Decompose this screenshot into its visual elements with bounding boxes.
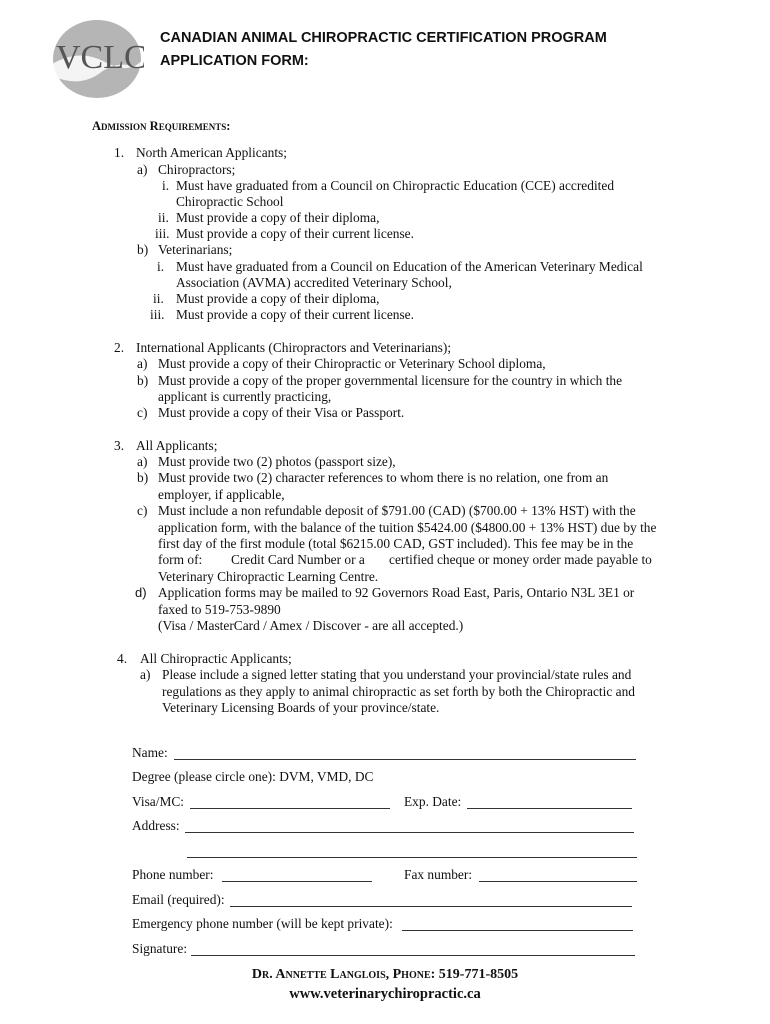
name-field[interactable] — [174, 759, 636, 760]
s4-a-line2: regulations as they apply to animal chiropractic as set forth by both the Chiropractic and — [162, 684, 635, 699]
phone-field[interactable] — [222, 881, 372, 882]
visa-label: Visa/MC: — [132, 794, 185, 809]
s2-c: Must provide a copy of their Visa or Passport. — [158, 405, 405, 420]
s4-a-line1: Please include a signed letter stating that you understand your provincial/state rules and — [162, 667, 632, 682]
s1-a-i-line2: Chiropractic School — [176, 194, 284, 209]
s1-a-i-num: i. — [162, 178, 170, 193]
s2-a-num: a) — [137, 356, 148, 371]
logo-text: VCLC — [56, 39, 144, 76]
s3-c-line4c: certified cheque or money order made payable to — [389, 552, 652, 567]
signature-field[interactable] — [191, 955, 635, 956]
fax-field[interactable] — [479, 881, 637, 882]
email-field[interactable] — [230, 906, 632, 907]
exp-date-label: Exp. Date: — [404, 794, 462, 809]
s3-d-line3: (Visa / MasterCard / Amex / Discover - are all accepted.) — [158, 618, 464, 633]
s1-a-iii-num: iii. — [155, 226, 170, 241]
s2-text: International Applicants (Chiropractors and Veterinarians); — [136, 340, 452, 355]
s2-b-line2: applicant is currently practicing, — [158, 389, 332, 404]
emergency-phone-label: Emergency phone number (will be kept private): — [132, 916, 393, 931]
s1-b-i-line2: Association (AVMA) accredited Veterinary School, — [176, 275, 452, 290]
s1-b-ii-num: ii. — [153, 291, 164, 306]
logo-graphic — [50, 18, 144, 100]
s3-a: Must provide two (2) photos (passport size), — [158, 454, 396, 469]
s2-a: Must provide a copy of their Chiropractic or Veterinary School diploma, — [158, 356, 546, 371]
s4-a-line3: Veterinary Licensing Boards of your province/state. — [162, 700, 440, 715]
visa-field[interactable] — [190, 808, 390, 809]
s3-c-line3: first day of the first module (total $6215.00 CAD, GST included). This fee may be in the — [158, 536, 634, 551]
signature-label: Signature: — [132, 941, 188, 956]
s1-a-num: a) — [137, 162, 148, 177]
s1-b-iii-num: iii. — [150, 307, 165, 322]
s3-num: 3. — [114, 438, 125, 453]
s3-c-line5: Veterinary Chiropractic Learning Centre. — [158, 569, 379, 584]
address-field-line2[interactable] — [187, 857, 637, 858]
s1-b-ii: Must provide a copy of their diploma, — [176, 291, 380, 306]
address-label: Address: — [132, 818, 180, 833]
s1-b-i-num: i. — [157, 259, 165, 274]
fax-label: Fax number: — [404, 867, 473, 882]
s1-a-iii: Must provide a copy of their current license. — [176, 226, 414, 241]
s3-d-line2: faxed to 519-753-9890 — [158, 602, 281, 617]
exp-date-field[interactable] — [467, 808, 632, 809]
s1-b-iii: Must provide a copy of their current license. — [176, 307, 414, 322]
s3-b-line1: Must provide two (2) character references to whom there is no relation, one from an — [158, 470, 609, 485]
s1-b-i-line1: Must have graduated from a Council on Education of the American Veterinary Medical — [176, 259, 643, 274]
s1-b-num: b) — [137, 242, 149, 257]
email-label: Email (required): — [132, 892, 225, 907]
s4-text: All Chiropractic Applicants; — [140, 651, 292, 666]
phone-label: Phone number: — [132, 867, 214, 882]
footer-website[interactable]: www.veterinarychiropractic.ca — [289, 986, 481, 1002]
s2-b-num: b) — [137, 373, 149, 388]
page-subtitle: APPLICATION FORM: — [160, 53, 309, 69]
s3-c-line4a: form of: — [158, 552, 203, 567]
admission-heading: Admission Requirements: — [92, 119, 231, 133]
s1-a-i-line1: Must have graduated from a Council on Chiropractic Education (CCE) accredited — [176, 178, 615, 193]
s2-b-line1: Must provide a copy of the proper governmental licensure for the country in which the — [158, 373, 623, 388]
s2-c-num: c) — [137, 405, 148, 420]
s4-num: 4. — [117, 651, 128, 666]
s1-a-ii-num: ii. — [158, 210, 169, 225]
s1-a-ii: Must provide a copy of their diploma, — [176, 210, 380, 225]
s3-b-num: b) — [137, 470, 149, 485]
s1-b-text: Veterinarians; — [158, 242, 233, 257]
s3-a-num: a) — [137, 454, 148, 469]
page-title: CANADIAN ANIMAL CHIROPRACTIC CERTIFICATION PROGRAM — [160, 30, 607, 46]
address-field-line1[interactable] — [185, 832, 634, 833]
footer-contact: Dr. Annette Langlois, Phone: 519-771-8505 — [251, 967, 519, 982]
s3-c-line2: application form, with the balance of the tuition $5424.00 ($4800.00 + 13% HST) due by the — [158, 520, 657, 535]
s3-c-line4b: Credit Card Number or a — [231, 552, 365, 567]
s1-a-text: Chiropractors; — [158, 162, 236, 177]
degree-label: Degree (please circle one): DVM, VMD, DC — [132, 769, 374, 784]
s3-c-line1: Must include a non refundable deposit of $791.00 (CAD) ($700.00 + 13% HST) with the — [158, 503, 636, 518]
s3-d-line1: Application forms may be mailed to 92 Governors Road East, Paris, Ontario N3L 3E1 or — [158, 585, 635, 600]
name-label: Name: — [132, 745, 168, 760]
s3-text: All Applicants; — [136, 438, 218, 453]
s3-d-num: d) — [135, 585, 147, 600]
s3-c-num: c) — [137, 503, 148, 518]
s4-a-num: a) — [140, 667, 151, 682]
s1-text: North American Applicants; — [136, 145, 287, 160]
s3-b-line2: employer, if applicable, — [158, 487, 285, 502]
vclc-logo — [50, 18, 144, 100]
s2-num: 2. — [114, 340, 125, 355]
emergency-phone-field[interactable] — [402, 930, 633, 931]
s1-num: 1. — [114, 145, 125, 160]
